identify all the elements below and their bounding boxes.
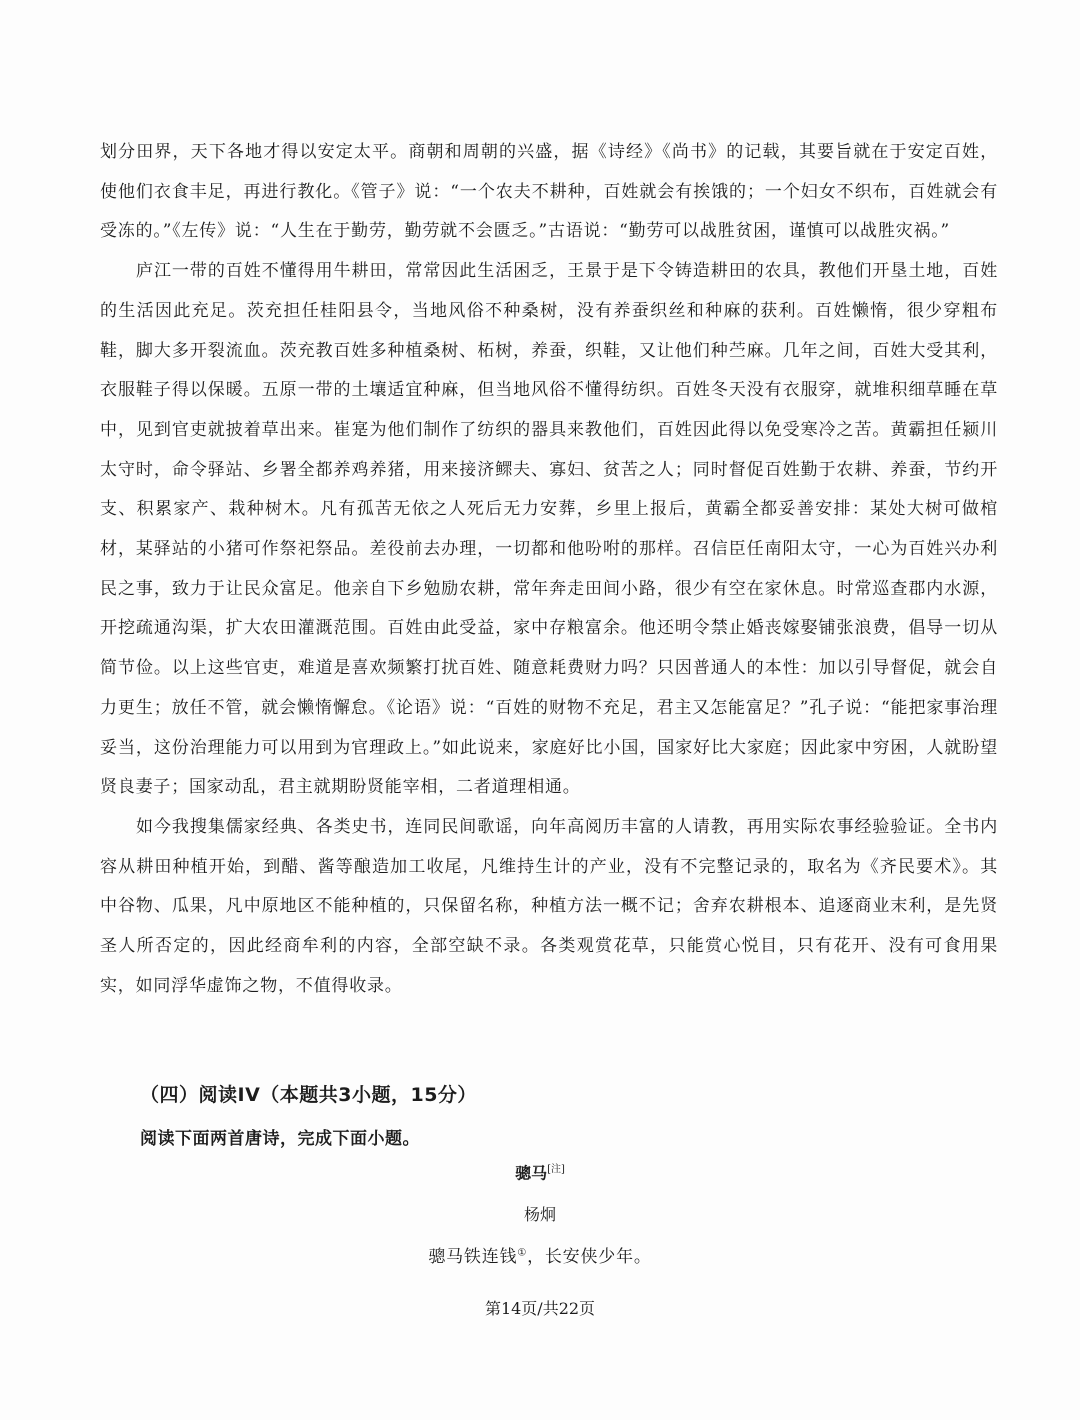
page-number-footer: 第14页/共22页	[484, 1299, 596, 1318]
poem-title	[0, 1160, 1080, 1183]
paragraph-2: 庐江一带的百姓不懂得用牛耕田，常常因此生活困乏，王景于是下令铸造耕田的农具，教他们开垦土地，百姓的生活因此充足。茨充担任桂阳县令，当地风俗不种桑树，没有养蚕织丝和种麻的获利。百姓懒惰，很少穿粗布鞋，脚大多开裂流血。茨充教百姓多种植桑树、柘树，养蚕，织鞋，又让他们种苎麻。几年之间，百姓大受其利，衣服鞋子得以保暖。五原一带的土壤适宜种麻，但当地风俗不懂得纺织。百姓冬天没有衣服穿，就堆积细草睡在草中，见到官吏就披着草出来。崔寔为他们制作了纺织的器具来教他们，百姓因此得以免受寒冷之苦。黄霸担任颍川太守时，命令驿站、乡署全都养鸡养猪，用来接济鳏夫、寡妇、贫苦之人；同时督促百姓勤于农耕、养蚕，节约开支、积累家产、栽种树木。凡有孤苦无依之人死后无力安葬，乡里上报后，黄霸全都妥善安排：某处大树可做棺材，某驿站的小猪可作祭祀祭品。差役前去办理，一切都和他吩咐的那样。召信臣任南阳太守，一心为百姓兴办利民之事，致力于让民众富足。他亲自下乡勉励农耕，常年奔走田间小路，很少有空在家休息。时常巡查郡内水源，开挖疏通沟渠，扩大农田灌溉范围。百姓由此受益，家中存粮富余。他还明令禁止婚丧嫁娶铺张浪费，倡导一切从简节俭。以上这些官吏，难道是喜欢频繁打扰百姓、随意耗费财力吗？只因普通人的本性：加以引导督促，就会自力更生；放任不管，就会懒惰懈怠。《论语》说：“百姓的财物不充足，君主又怎能富足？”孔子说：“能把家事治理妥当，这份治理能力可以用到为官理政上。”如此说来，家庭好比小国，国家好比大家庭；因此家中穷困，人就盼望贤良妻子；国家动乱，君主就期盼贤能宰相，二者道理相通。	[100, 261, 998, 798]
poem-line-1-text: 骢马铁连钱	[428, 1247, 518, 1267]
poem-line-1-rest: ，长安侠少年。	[527, 1247, 652, 1267]
poem-title-text: 骢马	[515, 1163, 548, 1183]
poem-line-1-note: ①	[517, 1247, 528, 1259]
reading-instruction: 阅读下面两首唐诗，完成下面小题。	[140, 1129, 420, 1149]
passage-text	[100, 133, 998, 1006]
poem-author: 杨炯	[523, 1205, 556, 1224]
paragraph-3: 如今我搜集儒家经典、各类史书，连同民间歌谣，向年高阅历丰富的人请教，再用实际农事经验验证。全书内容从耕田种植开始，到醋、酱等酿造加工收尾，凡维持生计的产业，没有不完整记录的，取名为《齐民要术》。其中谷物、瓜果，凡中原地区不能种植的，只保留名称，种植方法一概不记；舍弃农耕根本、追逐商业末利，是先贤圣人所否定的，因此经商牟利的内容，全部空缺不录。各类观赏花草，只能赏心悦目，只有花开、没有可食用果实，如同浮华虚饰之物，不值得收录。	[100, 816, 998, 996]
paragraph-1: 划分田界，天下各地才得以安定太平。商朝和周朝的兴盛，据《诗经》《尚书》的记载，其要旨就在于安定百姓，使他们衣食丰足，再进行教化。《管子》说：“一个农夫不耕种，百姓就会有挨饿的；一个妇女不织布，百姓就会有受冻的。”《左传》说：“人生在于勤劳，勤劳就不会匮乏。”古语说：“勤劳可以战胜贫困，谨慎可以战胜灾祸。”	[100, 142, 998, 242]
poem-title-note: [注]	[547, 1164, 565, 1175]
section-heading: （四）阅读IV（本题共3小题，15分）	[140, 1084, 477, 1106]
poem-line-1	[0, 1242, 1080, 1267]
